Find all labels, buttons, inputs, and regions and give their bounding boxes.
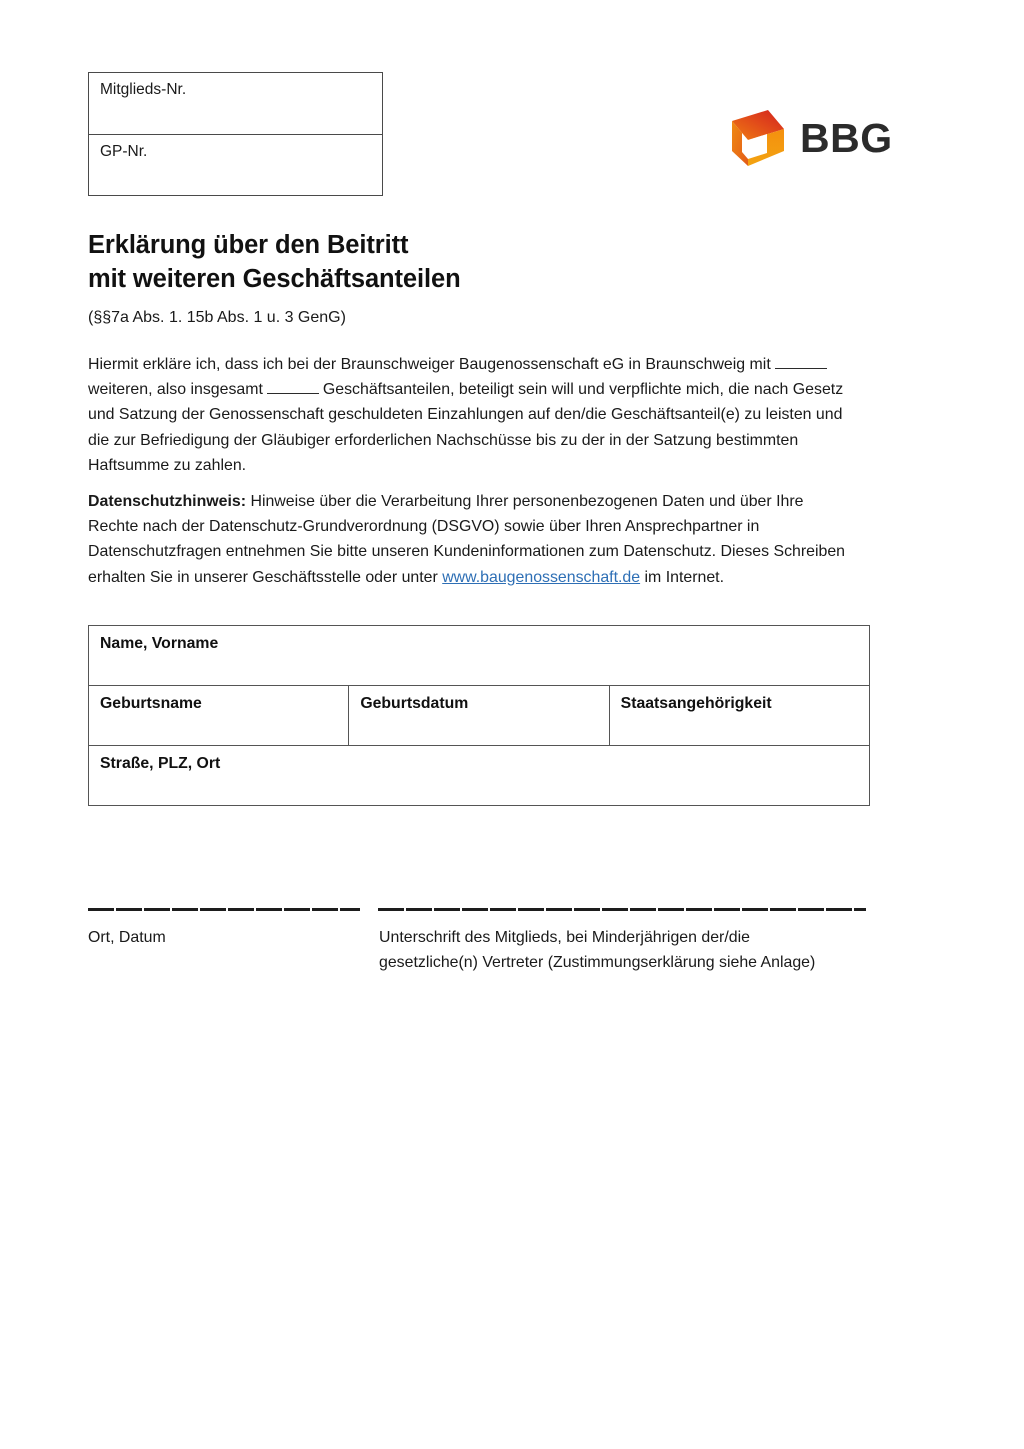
field-name-vorname[interactable]	[89, 626, 870, 686]
privacy-notice-heading: Datenschutzhinweis:	[88, 493, 247, 510]
member-signature-line[interactable]	[378, 908, 866, 911]
page-title	[88, 228, 788, 296]
member-signature-label	[379, 925, 879, 975]
field-staatsangehoerigkeit[interactable]	[609, 686, 869, 746]
table-row	[89, 746, 870, 806]
privacy-notice-text-part-1: Hinweise über die Verarbeitung Ihrer personenbezogenen Daten und über Ihre Rechte nach der Datenschutz-Grundverordnung (DSGVO) sowie über Ihren Ansprechpartner in Datenschutzfragen entnehmen Sie bitte unseren Kundeninformationen zum Datenschutz. Dieses Schreiben erhalten Sie in unserer Geschäftsstelle oder unter	[88, 493, 846, 586]
page-title-line-2: mit weiteren Geschäftsanteilen	[88, 265, 461, 294]
declaration-paragraph	[88, 352, 846, 478]
privacy-notice-text-part-2: im Internet.	[640, 568, 724, 586]
gp-number-label: GP-Nr.	[100, 143, 148, 160]
field-label-strasse-plz-ort: Straße, PLZ, Ort	[100, 755, 221, 772]
website-link[interactable]: www.baugenossenschaft.de	[442, 568, 641, 586]
field-geburtsdatum[interactable]	[349, 686, 609, 746]
member-number-field[interactable]	[89, 73, 382, 135]
signature-block	[88, 908, 878, 988]
declaration-text-part-1: Hiermit erkläre ich, dass ich bei der Braunschweiger Baugenossenschaft eG in Braunschweig mit	[88, 356, 771, 373]
field-label-geburtsname: Geburtsname	[100, 695, 202, 712]
table-row	[89, 626, 870, 686]
privacy-notice-paragraph	[88, 489, 846, 590]
brand-logo	[722, 107, 893, 169]
bbg-cube-logo-icon	[722, 107, 786, 169]
page-subtitle: (§§7a Abs. 1. 15b Abs. 1 u. 3 GenG)	[88, 309, 346, 326]
field-label-geburtsdatum: Geburtsdatum	[360, 695, 469, 712]
logo-wordmark: BBG	[800, 115, 893, 161]
member-signature-label-line-2: gesetzliche(n) Vertreter (Zustimmungserklärung siehe Anlage)	[379, 954, 816, 971]
shares-total-blank[interactable]	[267, 379, 319, 394]
reference-number-box	[88, 72, 383, 196]
field-label-name-vorname: Name, Vorname	[100, 635, 219, 652]
declaration-text-part-3: Geschäftsanteilen, beteiligt sein will und verpflichte mich, die nach Gesetz und Satzung der Genossenschaft geschuldeten Einzahlungen auf den/die Geschäftsanteil(e) zu leisten und die zur Befriedigung der Gläubiger erforderlichen Nachschüsse bis zu der in der Satzung bestimmten Haftsumme zu zahlen.	[88, 381, 844, 474]
gp-number-field[interactable]	[89, 135, 382, 197]
table-row	[89, 686, 870, 746]
place-date-label: Ort, Datum	[88, 929, 166, 946]
personal-data-table	[88, 625, 870, 806]
declaration-text-part-2: weiteren, also insgesamt	[88, 381, 263, 399]
field-label-staatsangehoerigkeit: Staatsangehörigkeit	[620, 695, 772, 712]
member-signature-label-line-1: Unterschrift des Mitglieds, bei Minderjährigen der/die	[379, 929, 750, 946]
page-title-line-1: Erklärung über den Beitritt	[88, 231, 409, 259]
field-geburtsname[interactable]	[89, 686, 349, 746]
field-strasse-plz-ort[interactable]	[89, 746, 870, 806]
shares-additional-blank[interactable]	[775, 354, 827, 369]
place-date-signature-line[interactable]	[88, 908, 360, 911]
member-number-label: Mitglieds-Nr.	[100, 81, 187, 98]
